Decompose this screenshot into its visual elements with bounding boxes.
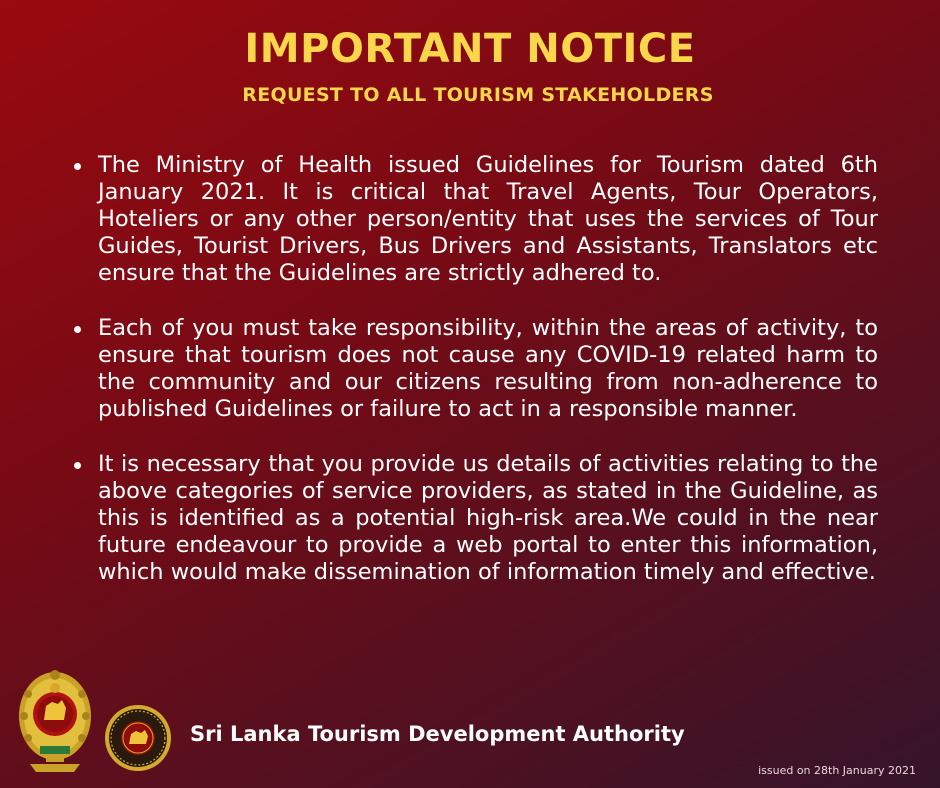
authority-name: Sri Lanka Tourism Development Authority xyxy=(190,722,685,746)
sri-lanka-emblem-icon xyxy=(16,664,94,776)
sltda-seal-icon xyxy=(104,704,172,772)
issued-date: issued on 28th January 2021 xyxy=(758,764,916,777)
notice-subtitle: REQUEST TO ALL TOURISM STAKEHOLDERS xyxy=(242,84,714,106)
bullet-item-1: The Ministry of Health issued Guidelines for Tourism dated 6th January 2021. It is critical that Travel Agents, Tour Operators, Hoteliers or any other person/entity that uses the services of Tour Guides, Tourist Drivers, Bus Drivers and Assistants, Translators etc ensure that the Guidelines are strictly adhered to. xyxy=(72,152,878,287)
bullet-item-3: It is necessary that you provide us details of activities relating to the above categories of service providers, as stated in the Guideline, as this is identified as a potential high-risk area.We could in the near future endeavour to provide a web portal to enter this information, which would make dissemination of information timely and effective. xyxy=(72,451,878,586)
notice-bullets xyxy=(72,152,878,614)
notice-title: IMPORTANT NOTICE xyxy=(244,26,696,72)
bullet-item-2: Each of you must take responsibility, within the areas of activity, to ensure that tourism does not cause any COVID-19 related harm to the community and our citizens resulting from non-adherence to published Guidelines or failure to act in a responsible manner. xyxy=(72,315,878,423)
